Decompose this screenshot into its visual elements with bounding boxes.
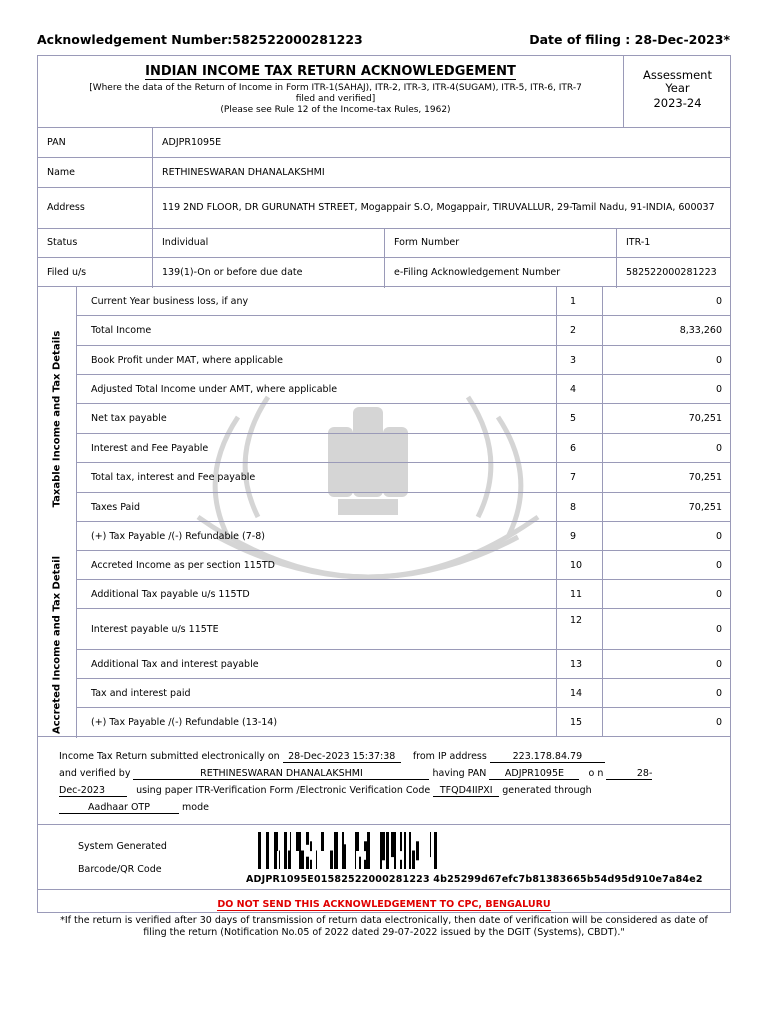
taxpayer-info [37, 127, 731, 287]
row-label: Book Profit under MAT, where applicable [91, 354, 284, 366]
row-number: 7 [556, 463, 603, 492]
row-number: 15 [556, 708, 603, 737]
table-row [77, 493, 730, 522]
row-number: 6 [556, 434, 603, 462]
name-row: Name RETHINESWARAN DHANALAKSHMI [38, 158, 730, 188]
verification-line-1: Income Tax Return submitted electronically on 28-Dec-2023 15:37:38 from IP address 223.178.84.79 [59, 751, 605, 763]
ack-label: Acknowledgement Number: [37, 32, 233, 47]
document-title: INDIAN INCOME TAX RETURN ACKNOWLEDGEMENT [145, 64, 516, 79]
row-number: 2 [556, 316, 603, 345]
row-value: 0 [715, 295, 722, 307]
ip-address-value: 223.178.84.79 [490, 751, 605, 763]
table-row [77, 679, 730, 708]
table-row [77, 522, 730, 551]
row-number: 9 [556, 522, 603, 550]
row-number: 5 [556, 404, 603, 433]
acknowledgement-number [37, 32, 363, 47]
barcode-section: System Generated Barcode/QR Code ADJPR1095E01582522000281223 4b25299d67efc7b81383665b54d95d910e7a84e2 [37, 824, 731, 890]
verified-pan-value: ADJPR1095E [489, 768, 579, 780]
evc-value: TFQD4IIPXI [433, 785, 499, 797]
verification-line-3: Dec-2023 using paper ITR-Verification Form /Electronic Verification Code TFQD4IIPXI generated through [59, 785, 592, 796]
filed-row: Filed u/s 139(1)-On or before due date e-Filing Acknowledgement Number 582522000281223 [38, 258, 730, 288]
verification-mode-value: Aadhaar OTP [59, 802, 179, 814]
table-row [77, 463, 730, 493]
address-value: 119 2ND FLOOR, DR GURUNATH STREET, Mogappair S.O, Mogappair, TIRUVALLUR, 29-Tamil Nadu, 91-INDIA, 600037 [152, 188, 730, 228]
row-label: Interest and Fee Payable [91, 442, 209, 454]
accreted-section-label: Accreted Income and Tax Detail [38, 551, 77, 738]
efiling-number-value: 582522000281223 [616, 258, 730, 288]
footnote: *If the return is verified after 30 days of transmission of return data electronically, then date of verification will be considered as date of filing the return (Notification No.05 of 2022 dated 29-07-2022 issued by the DGIT (Systems), CBDT)." [60, 915, 708, 938]
table-row [77, 316, 730, 346]
row-number: 8 [556, 493, 603, 521]
row-number: 11 [556, 580, 603, 608]
table-row [77, 609, 730, 650]
table-row [77, 551, 730, 580]
status-value: Individual [152, 229, 384, 257]
verification-line-4: Aadhaar OTP mode [59, 802, 209, 814]
table-row [77, 375, 730, 404]
row-value: 8,33,260 [679, 325, 722, 336]
table-row [77, 287, 730, 316]
row-value: 70,251 [688, 472, 722, 483]
row-label: Additional Tax payable u/s 115TD [91, 588, 250, 600]
table-row [77, 346, 730, 375]
taxable-section-label: Taxable Income and Tax Details [38, 287, 77, 551]
ack-number-value: 582522000281223 [232, 32, 363, 47]
row-value: 0 [715, 383, 722, 395]
table-row [77, 404, 730, 434]
assessment-year: Assessment Year 2023-24 [623, 56, 731, 127]
row-label: Total Income [91, 325, 152, 336]
row-label: Net tax payable [91, 413, 167, 424]
row-number: 1 [556, 287, 603, 315]
address-row: Address 119 2ND FLOOR, DR GURUNATH STREET, Mogappair S.O, Mogappair, TIRUVALLUR, 29-Tamil Nadu, 91-INDIA, 600037 [38, 188, 730, 229]
row-number: 12 [556, 609, 603, 649]
row-label: (+) Tax Payable /(-) Refundable (13-14) [91, 717, 278, 728]
row-number: 10 [556, 551, 603, 579]
row-number: 14 [556, 679, 603, 707]
row-label: Additional Tax and interest payable [91, 658, 259, 670]
barcode-icon [251, 832, 437, 869]
row-number: 4 [556, 375, 603, 403]
row-value: 0 [715, 687, 722, 699]
date-label: Date of filing : [529, 32, 631, 47]
row-label: Accreted Income as per section 115TD [91, 559, 275, 571]
verification-line-2: and verified by RETHINESWARAN DHANALAKSHMI having PAN ADJPR1095E o n 28- [59, 768, 653, 779]
title-block [37, 55, 731, 128]
table-row [77, 708, 730, 737]
row-value: 0 [715, 658, 722, 670]
date-of-filing [529, 32, 730, 47]
row-label: Adjusted Total Income under AMT, where applicable [91, 383, 338, 395]
row-value: 70,251 [688, 501, 722, 513]
assessment-year-value: 2023-24 [653, 96, 702, 110]
row-label: Total tax, interest and Fee payable [91, 472, 256, 483]
table-row [77, 580, 730, 609]
row-label: Taxes Paid [91, 501, 140, 513]
filed-value: 139(1)-On or before due date [152, 258, 384, 288]
submitted-on-value: 28-Dec-2023 15:37:38 [283, 751, 401, 763]
date-value: 28-Dec-2023* [634, 32, 730, 47]
row-value: 0 [715, 442, 722, 454]
pan-value: ADJPR1095E [152, 128, 730, 157]
row-value: 0 [715, 530, 722, 542]
status-row: Status Individual Form Number ITR-1 [38, 229, 730, 258]
row-label: (+) Tax Payable /(-) Refundable (7-8) [91, 530, 265, 542]
row-value: 0 [715, 623, 722, 635]
row-number: 13 [556, 650, 603, 678]
top-line [37, 32, 730, 50]
table-row [77, 434, 730, 463]
verification-statement [37, 736, 731, 825]
row-value: 0 [715, 717, 722, 728]
row-value: 0 [715, 559, 722, 571]
document-subtitle: [Where the data of the Return of Income in Form ITR-1(SAHAJ), ITR-2, ITR-3, ITR-4(SUGAM), ITR-5, ITR-6, ITR-7 filed and verified] (Please see Rule 12 of the Income-tax Rules, 1962) [89, 83, 582, 115]
barcode-text: ADJPR1095E01582522000281223 4b25299d67efc7b81383665b54d95d910e7a84e2 [246, 874, 703, 885]
form-number-value: ITR-1 [616, 229, 730, 257]
warning-text: DO NOT SEND THIS ACKNOWLEDGEMENT TO CPC, BENGALURU [217, 899, 551, 910]
row-label: Interest payable u/s 115TE [91, 623, 219, 635]
row-number: 3 [556, 346, 603, 374]
pan-row: PAN ADJPR1095E [38, 128, 730, 158]
table-row [77, 650, 730, 679]
row-label: Current Year business loss, if any [91, 295, 249, 307]
row-value: 0 [715, 354, 722, 366]
tax-details-table [37, 286, 731, 737]
verified-by-value: RETHINESWARAN DHANALAKSHMI [133, 768, 429, 780]
warning-box [37, 889, 731, 913]
row-value: 70,251 [688, 413, 722, 424]
name-value: RETHINESWARAN DHANALAKSHMI [152, 158, 730, 187]
row-value: 0 [715, 588, 722, 600]
row-label: Tax and interest paid [91, 687, 191, 699]
